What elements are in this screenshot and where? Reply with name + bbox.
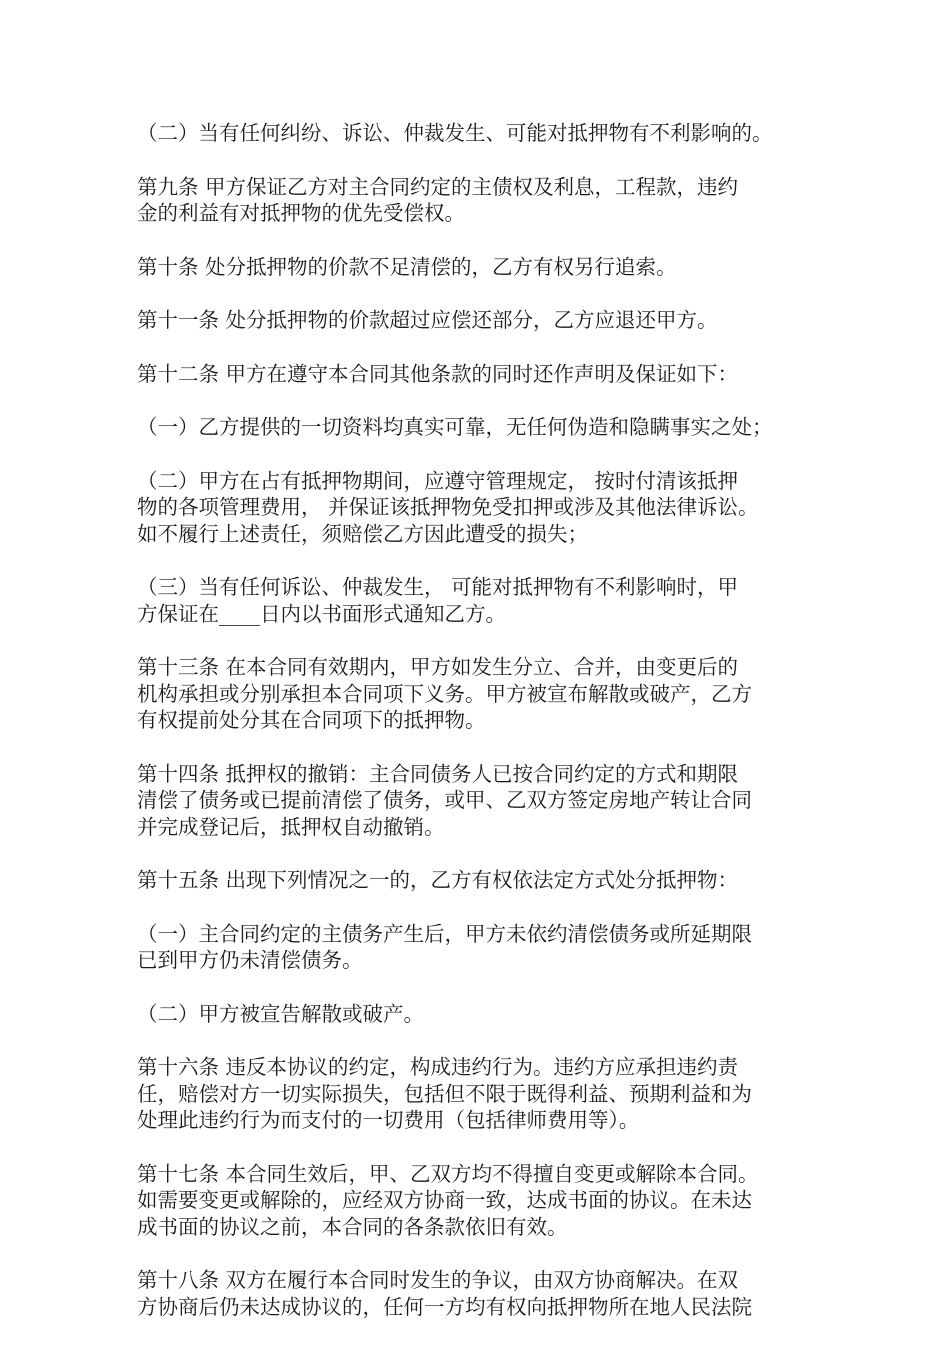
paragraph-line: 已到甲方仍未清偿债务。 (137, 948, 363, 972)
contract-paragraph (137, 654, 837, 734)
paragraph-line: （二）当有任何纠纷、诉讼、仲裁发生、可能对抵押物有不利影响的。 (137, 121, 773, 145)
contract-paragraph (137, 921, 837, 974)
paragraph-line: 金的利益有对抵押物的优先受偿权。 (137, 201, 465, 225)
contract-paragraph (137, 574, 837, 627)
contract-paragraph (137, 1001, 837, 1028)
paragraph-line: 清偿了债务或已提前清偿了债务，或甲、乙双方签定房地产转让合同 (137, 788, 752, 812)
paragraph-line: 第十条 处分抵押物的价款不足清偿的，乙方有权另行追索。 (137, 254, 677, 279)
paragraph-line: 第十八条 双方在履行本合同时发生的争议，由双方协商解决。在双 (137, 1268, 739, 1292)
paragraph-line: 第十七条 本合同生效后，甲、乙双方均不得擅自变更或解除本合同。 (137, 1161, 759, 1186)
contract-paragraph (137, 254, 837, 281)
contract-paragraph (137, 1161, 837, 1241)
paragraph-line: 第十四条 抵押权的撤销：主合同债务人已按合同约定的方式和期限 (137, 761, 739, 786)
paragraph-line: 第十六条 违反本协议的约定，构成违约行为。违约方应承担违约责 (137, 1055, 739, 1079)
contract-paragraph (137, 1267, 837, 1320)
paragraph-line: 第十五条 出现下列情况之一的，乙方有权依法定方式处分抵押物： (137, 868, 739, 892)
contract-paragraph (137, 761, 837, 841)
paragraph-line: 并完成登记后，抵押权自动撤销。 (137, 814, 445, 839)
paragraph-line: （一）主合同约定的主债务产生后，甲方未依约清偿债务或所延期限 (137, 921, 752, 946)
contract-paragraph (137, 468, 837, 548)
paragraph-line: 如需要变更或解除的，应经双方协商一致，达成书面的协议。在未达 (137, 1188, 752, 1212)
paragraph-line: 方协商后仍未达成协议的，任何一方均有权向抵押物所在地人民法院 (137, 1294, 752, 1319)
paragraph-line: （一）乙方提供的一切资料均真实可靠，无任何伪造和隐瞒事实之处； (137, 415, 773, 439)
contract-paragraph (137, 307, 837, 334)
paragraph-line: 方保证在____日内以书面形式通知乙方。 (137, 601, 506, 626)
contract-paragraph (137, 414, 837, 441)
paragraph-line: 成书面的协议之前，本合同的各条款依旧有效。 (137, 1214, 568, 1239)
paragraph-line: （三）当有任何诉讼、仲裁发生， 可能对抵押物有不利影响时，甲 (137, 575, 739, 599)
contract-paragraph (137, 867, 837, 894)
paragraph-line: 任，赔偿对方一切实际损失，包括但不限于既得利益、预期利益和为 (137, 1081, 752, 1106)
paragraph-line: 处理此违约行为而支付的一切费用（包括律师费用等）。 (137, 1108, 640, 1132)
paragraph-line: （二）甲方在占有抵押物期间，应遵守管理规定， 按时付清该抵押 (137, 468, 739, 493)
paragraph-line: （二）甲方被宣告解散或破产。 (137, 1001, 424, 1026)
paragraph-line: 第九条 甲方保证乙方对主合同约定的主债权及利息，工程款，违约 (137, 174, 739, 199)
contract-paragraph (137, 361, 837, 388)
paragraph-line: 第十一条 处分抵押物的价款超过应偿还部分，乙方应退还甲方。 (137, 308, 718, 332)
paragraph-line: 有权提前处分其在合同项下的抵押物。 (137, 708, 486, 732)
contract-paragraph (137, 174, 837, 227)
contract-paragraph (137, 1054, 837, 1134)
paragraph-line: 第十二条 甲方在遵守本合同其他条款的同时还作声明及保证如下： (137, 361, 739, 386)
paragraph-line: 如不履行上述责任，须赔偿乙方因此遭受的损失； (137, 521, 588, 546)
paragraph-line: 第十三条 在本合同有效期内，甲方如发生分立、合并，由变更后的 (137, 655, 739, 679)
paragraph-line: 机构承担或分别承担本合同项下义务。甲方被宣布解散或破产，乙方 (137, 681, 752, 706)
paragraph-line: 物的各项管理费用， 并保证该抵押物免受扣押或涉及其他法律诉讼。 (137, 495, 759, 519)
contract-body (137, 120, 837, 1347)
contract-paragraph (137, 120, 837, 147)
